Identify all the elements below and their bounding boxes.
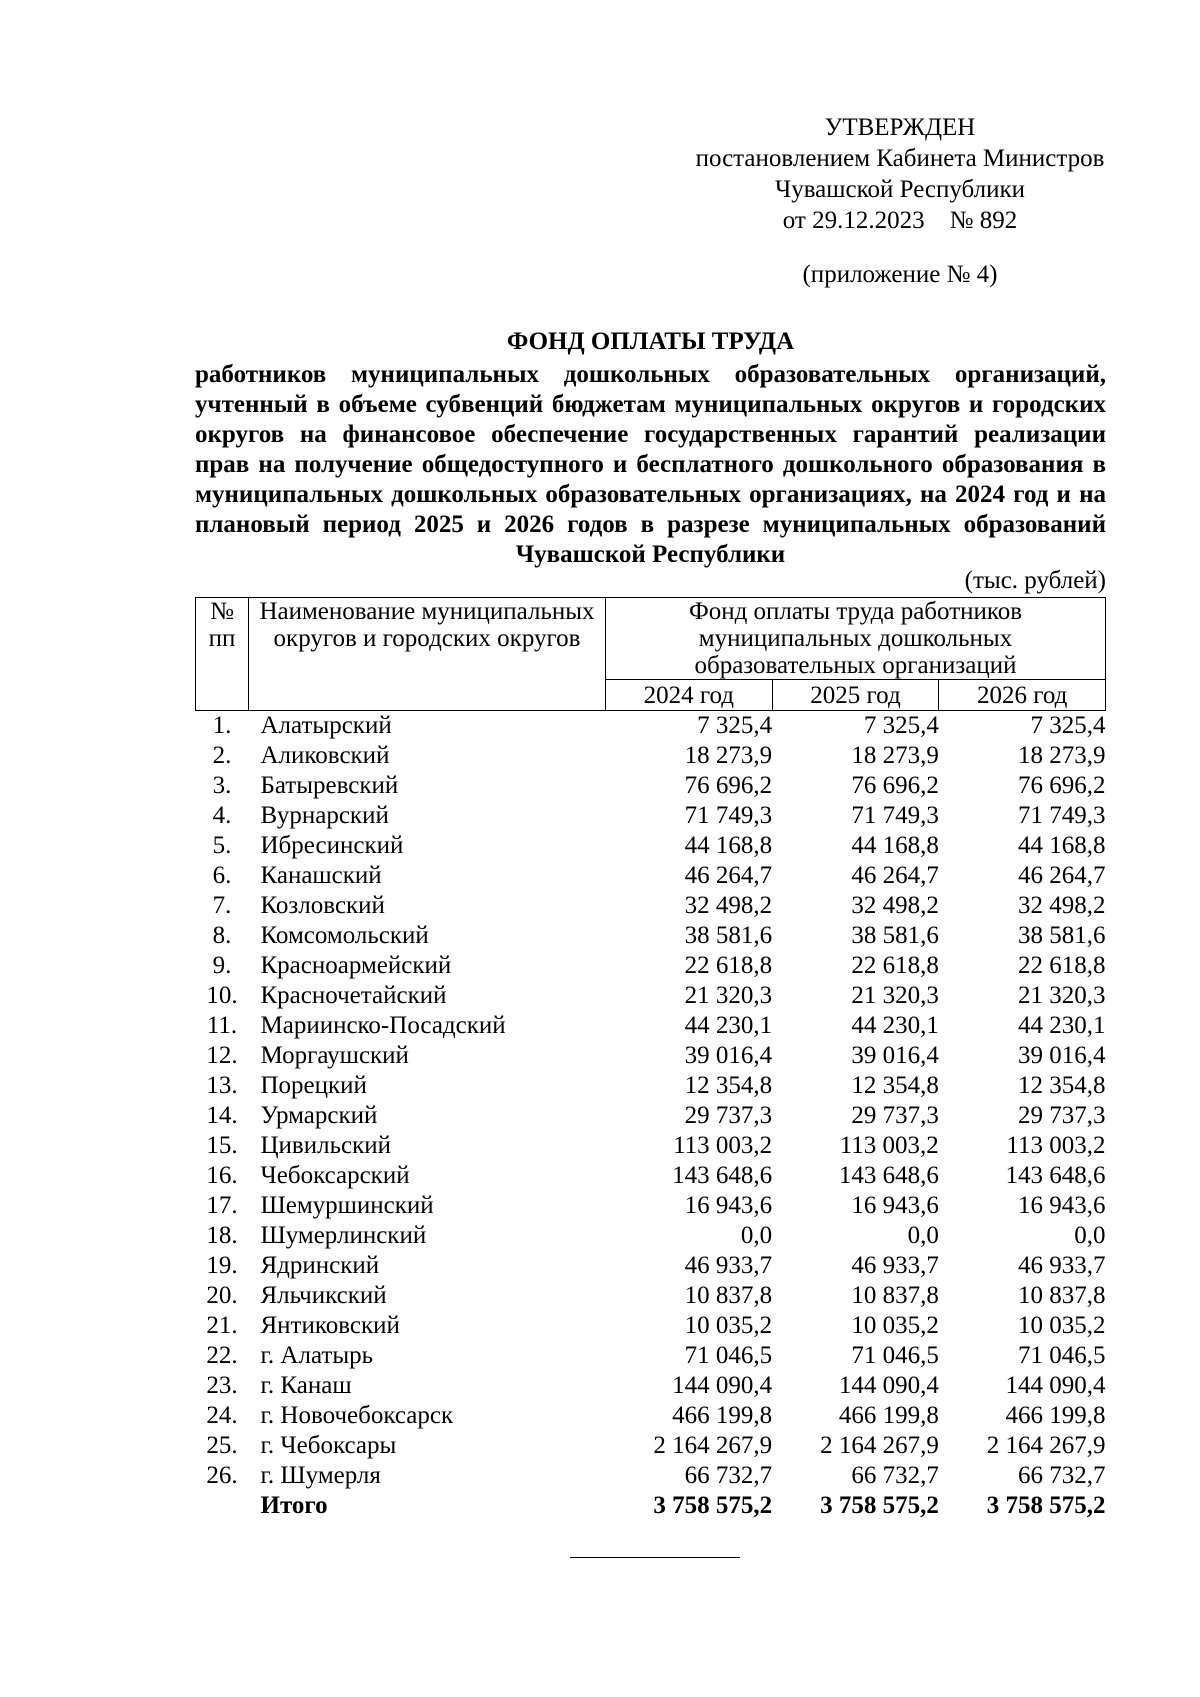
table-row: [196, 1221, 1106, 1251]
row-number: 14.: [206, 1102, 238, 1129]
value-2026: 22 618,8: [1018, 952, 1106, 979]
table-row: [196, 1341, 1106, 1371]
value-2024: 38 581,6: [684, 922, 773, 949]
value-2025: 46 264,7: [851, 862, 939, 889]
units-label: (тыс. рублей): [964, 567, 1106, 594]
value-2026: 66 732,7: [1018, 1462, 1106, 1489]
municipality-name: Аликовский: [260, 742, 390, 769]
row-number: 12.: [206, 1042, 238, 1069]
value-2025: 10 035,2: [851, 1312, 939, 1339]
value-2026: 46 264,7: [1018, 862, 1106, 889]
value-2026: 29 737,3: [1018, 1102, 1106, 1129]
table-row: [196, 1011, 1106, 1041]
municipality-name: г. Шумерля: [260, 1462, 381, 1489]
row-number: 18.: [206, 1222, 238, 1249]
table-body: [196, 711, 1106, 1522]
municipality-name: Чебоксарский: [260, 1162, 410, 1189]
value-2025: 22 618,8: [851, 952, 939, 979]
value-2024: 10 837,8: [684, 1282, 773, 1309]
table-row: [196, 1401, 1106, 1431]
municipality-name: Алатырский: [260, 712, 392, 739]
value-2025: 39 016,4: [851, 1042, 939, 1069]
municipality-name: г. Алатырь: [260, 1342, 374, 1369]
table-row: [196, 771, 1106, 801]
value-2026: 144 090,4: [1005, 1372, 1106, 1399]
value-2025: 44 168,8: [851, 832, 939, 859]
value-2024: 66 732,7: [684, 1462, 773, 1489]
header-number: № пп: [196, 598, 249, 711]
table-row: [196, 1461, 1106, 1491]
header-year-2026: 2026 год: [939, 680, 1106, 711]
total-2026: 3 758 575,2: [986, 1492, 1106, 1519]
value-2024: 7 325,4: [697, 712, 773, 739]
value-2024: 113 003,2: [673, 1132, 773, 1159]
municipality-name: Ядринский: [260, 1252, 380, 1279]
value-2026: 7 325,4: [1030, 712, 1106, 739]
row-number: 16.: [206, 1162, 238, 1189]
header-row: [196, 598, 1106, 680]
municipality-name: Ибресинский: [260, 832, 404, 859]
value-2025: 29 737,3: [851, 1102, 939, 1129]
table-row: [196, 1101, 1106, 1131]
value-2025: 44 230,1: [851, 1012, 939, 1039]
row-number: 10.: [206, 982, 238, 1009]
value-2025: 32 498,2: [851, 892, 939, 919]
value-2025: 143 648,6: [838, 1162, 939, 1189]
value-2025: 113 003,2: [839, 1132, 939, 1159]
value-2026: 113 003,2: [1006, 1132, 1106, 1159]
header-year-2025: 2025 год: [772, 680, 939, 711]
municipality-name: Шумерлинский: [260, 1222, 427, 1249]
municipality-name: г. Чебоксары: [260, 1432, 397, 1459]
value-2024: 39 016,4: [684, 1042, 773, 1069]
total-2024: 3 758 575,2: [653, 1492, 773, 1519]
row-number: 13.: [206, 1072, 238, 1099]
salary-fund-table: [195, 597, 1106, 1521]
municipality-name: Яльчикский: [260, 1282, 387, 1309]
row-number: 9.: [212, 952, 232, 979]
value-2024: 71 046,5: [684, 1342, 773, 1369]
row-number: 3.: [212, 772, 232, 799]
value-2026: 76 696,2: [1018, 772, 1106, 799]
municipality-name: Комсомольский: [260, 922, 429, 949]
row-number: 1.: [212, 712, 232, 739]
municipality-name: Батыревский: [260, 772, 399, 799]
value-2024: 44 230,1: [684, 1012, 773, 1039]
value-2024: 46 933,7: [684, 1252, 773, 1279]
header-year-2024: 2024 год: [606, 680, 773, 711]
value-2024: 16 943,6: [684, 1192, 773, 1219]
municipality-name: г. Новочебоксарск: [260, 1402, 454, 1429]
value-2025: 144 090,4: [838, 1372, 939, 1399]
value-2024: 71 749,3: [684, 802, 773, 829]
municipality-name: г. Канаш: [260, 1372, 352, 1399]
table-row: [196, 1431, 1106, 1461]
row-number: 15.: [206, 1132, 238, 1159]
row-number: 20.: [206, 1282, 238, 1309]
row-number: 2.: [212, 742, 232, 769]
value-2026: 143 648,6: [1005, 1162, 1106, 1189]
value-2026: 0,0: [1074, 1222, 1106, 1249]
row-number: 19.: [206, 1252, 238, 1279]
table-row: [196, 1371, 1106, 1401]
value-2026: 39 016,4: [1018, 1042, 1106, 1069]
municipality-name: Красноармейский: [260, 952, 452, 979]
value-2026: 466 199,8: [1005, 1402, 1106, 1429]
value-2024: 44 168,8: [684, 832, 773, 859]
value-2025: 0,0: [907, 1222, 939, 1249]
value-2024: 76 696,2: [684, 772, 773, 799]
table-row: [196, 741, 1106, 771]
municipality-name: Мариинско-Посадский: [260, 1012, 506, 1039]
municipality-name: Шемуршинский: [260, 1192, 434, 1219]
approval-heading: УТВЕРЖДЕН: [824, 114, 976, 141]
row-number: 26.: [206, 1462, 238, 1489]
end-separator-line: [570, 1557, 740, 1558]
value-2025: 21 320,3: [851, 982, 939, 1009]
municipality-name: Урмарский: [260, 1102, 378, 1129]
value-2026: 44 168,8: [1018, 832, 1106, 859]
table-row: [196, 711, 1106, 742]
row-number: 22.: [206, 1342, 238, 1369]
value-2024: 29 737,3: [684, 1102, 773, 1129]
value-2026: 21 320,3: [1018, 982, 1106, 1009]
document-subtitle: работников муниципальных дошкольных образовательных организаций, учтенный в объеме субвенций бюджетам муниципальных округов и городских округов на финансовое обеспечение государственных гарантий реализации прав на получение общедоступного и бесплатного дошкольного образования в муниципальных дошкольных образовательных организациях, на 2024 год и на плановый период 2025 и 2026 годов в разрезе муниципальных образований Чувашской Республики: [195, 361, 1106, 568]
value-2026: 18 273,9: [1018, 742, 1106, 769]
table-row: [196, 1071, 1106, 1101]
value-2026: 2 164 267,9: [986, 1432, 1106, 1459]
table-row: [196, 1251, 1106, 1281]
value-2025: 18 273,9: [851, 742, 939, 769]
municipality-name: Моргаушский: [260, 1042, 409, 1069]
value-2025: 71 749,3: [851, 802, 939, 829]
table-row: [196, 801, 1106, 831]
value-2024: 21 320,3: [684, 982, 773, 1009]
municipality-name: Янтиковский: [260, 1312, 400, 1339]
appendix-label: (приложение № 4): [802, 261, 998, 288]
value-2025: 66 732,7: [851, 1462, 939, 1489]
value-2026: 38 581,6: [1018, 922, 1106, 949]
value-2024: 22 618,8: [684, 952, 773, 979]
table-row: [196, 1191, 1106, 1221]
header-fund: Фонд оплаты труда работников муниципальных дошкольных образовательных организаций: [606, 598, 1106, 680]
value-2025: 46 933,7: [851, 1252, 939, 1279]
approval-region: Чувашской Республики: [774, 176, 1026, 203]
table-row: [196, 831, 1106, 861]
row-number: 23.: [206, 1372, 238, 1399]
total-number-cell: [196, 1491, 249, 1521]
municipality-name: Порецкий: [260, 1072, 367, 1099]
document-title: ФОНД ОПЛАТЫ ТРУДА: [506, 328, 795, 355]
total-2025: 3 758 575,2: [820, 1492, 939, 1519]
approval-date-number: от 29.12.2023 № 892: [782, 207, 1018, 234]
table-row: [196, 1311, 1106, 1341]
value-2024: 18 273,9: [684, 742, 773, 769]
table-row: [196, 951, 1106, 981]
table-row: [196, 1041, 1106, 1071]
row-number: 21.: [206, 1312, 238, 1339]
value-2024: 466 199,8: [672, 1402, 773, 1429]
value-2026: 71 046,5: [1018, 1342, 1106, 1369]
value-2025: 12 354,8: [851, 1072, 939, 1099]
value-2026: 10 035,2: [1018, 1312, 1106, 1339]
municipality-name: Цивильский: [260, 1132, 391, 1159]
value-2026: 16 943,6: [1018, 1192, 1106, 1219]
value-2026: 44 230,1: [1018, 1012, 1106, 1039]
value-2026: 46 933,7: [1018, 1252, 1106, 1279]
row-number: 8.: [212, 922, 232, 949]
value-2025: 71 046,5: [851, 1342, 939, 1369]
value-2024: 10 035,2: [684, 1312, 773, 1339]
row-number: 4.: [212, 802, 232, 829]
table-row: [196, 981, 1106, 1011]
table-row: [196, 891, 1106, 921]
value-2025: 38 581,6: [851, 922, 939, 949]
approval-authority: постановлением Кабинета Министров: [695, 145, 1105, 172]
total-label: Итого: [260, 1492, 328, 1519]
document-title-block: [195, 327, 1106, 570]
value-2026: 10 837,8: [1018, 1282, 1106, 1309]
row-number: 25.: [206, 1432, 238, 1459]
row-number: 5.: [212, 832, 232, 859]
table-row: [196, 1161, 1106, 1191]
table-row: [196, 1131, 1106, 1161]
value-2024: 0,0: [740, 1222, 773, 1249]
value-2024: 143 648,6: [672, 1162, 773, 1189]
value-2026: 12 354,8: [1018, 1072, 1106, 1099]
municipality-name: Канашский: [260, 862, 382, 889]
total-row: [196, 1491, 1106, 1521]
value-2026: 71 749,3: [1018, 802, 1106, 829]
row-number: 17.: [206, 1192, 238, 1219]
value-2024: 2 164 267,9: [653, 1432, 773, 1459]
table-row: [196, 1281, 1106, 1311]
municipality-name: Козловский: [260, 892, 385, 919]
row-number: 6.: [212, 862, 232, 889]
value-2025: 466 199,8: [838, 1402, 939, 1429]
value-2025: 16 943,6: [851, 1192, 939, 1219]
table-row: [196, 861, 1106, 891]
row-number: 11.: [206, 1012, 238, 1039]
value-2024: 12 354,8: [684, 1072, 773, 1099]
value-2024: 32 498,2: [684, 892, 773, 919]
value-2025: 2 164 267,9: [820, 1432, 939, 1459]
value-2024: 46 264,7: [684, 862, 773, 889]
municipality-name: Вурнарский: [260, 802, 389, 829]
header-municipality: Наименование муниципальных округов и городских округов: [249, 598, 606, 711]
value-2025: 76 696,2: [851, 772, 939, 799]
row-number: 24.: [206, 1402, 238, 1429]
value-2024: 144 090,4: [672, 1372, 773, 1399]
value-2026: 32 498,2: [1018, 892, 1106, 919]
value-2025: 7 325,4: [863, 712, 939, 739]
row-number: 7.: [212, 892, 232, 919]
table-row: [196, 921, 1106, 951]
approval-stamp: [660, 112, 1140, 290]
municipality-name: Красночетайский: [260, 982, 447, 1009]
value-2025: 10 837,8: [851, 1282, 939, 1309]
